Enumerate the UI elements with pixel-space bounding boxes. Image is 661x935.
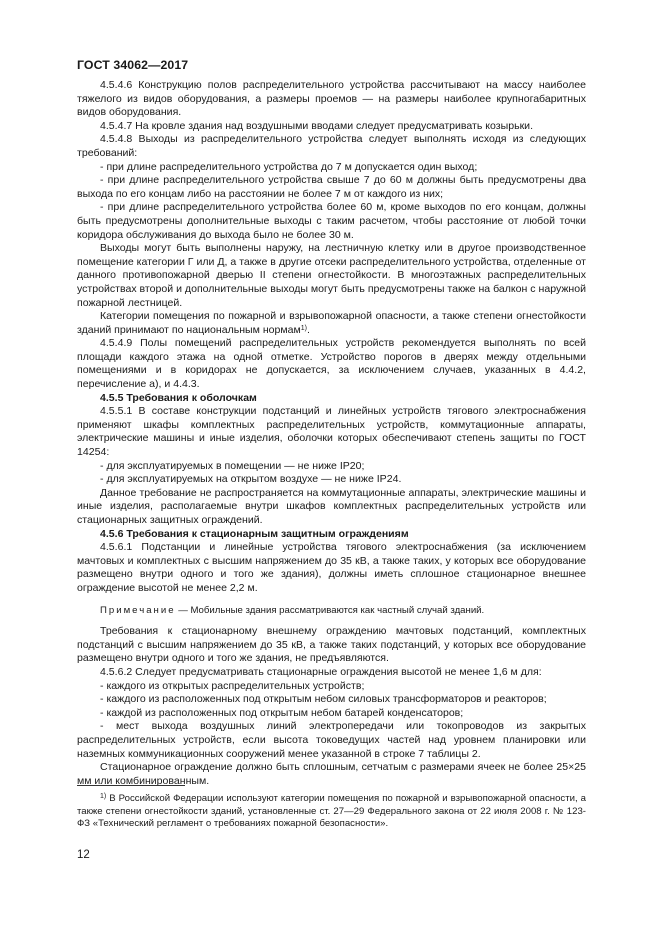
paragraph: 4.5.5.1 В составе конструкции подстанций и линейных устройств тягового электроснабжения применяют шкафы комплектных распределительных устройств, коммутационные аппараты, электрические машины и иные изделия, оболочки которых обеспечивают степень защиты по ГОСТ 14254: xyxy=(77,405,586,459)
list-item: - при длине распределительного устройства более 60 м, кроме выходов по его концам, должны быть предусмотрены дополнительные выходы с таким расчетом, чтобы расстояние от любой точки коридора обслуживания до выхода было не более 30 м. xyxy=(77,201,586,241)
paragraph: Стационарное ограждение должно быть сплошным, сетчатым с размерами ячеек не более 25×25 мм или комбинированным. xyxy=(77,761,586,787)
list-item: - для эксплуатируемых на открытом воздухе — не ниже IP24. xyxy=(100,473,402,486)
paragraph: Требования к стационарному внешнему ограждению мачтовых подстанций, комплектных подстанций с высшим напряжением до 35 кВ, а также таких подстанций, у которых все оборудование размещено внутри одного и того же здания, не предъявляются. xyxy=(77,625,586,665)
section-heading: 4.5.5 Требования к оболочкам xyxy=(100,391,257,404)
document-body xyxy=(77,79,586,788)
footnote-reference: 1) xyxy=(300,324,307,332)
list-item: - для эксплуатируемых в помещении — не ниже IP20; xyxy=(100,459,365,472)
paragraph: 4.5.4.7 На кровле здания над воздушными вводами следует предусматривать козырьки. xyxy=(100,119,534,132)
paragraph: Данное требование не распространяется на коммутационные аппараты, электрические машины и иные изделия, располагаемые внутри шкафов комплектных распределительных устройств или стационарных защитных ограждений. xyxy=(77,486,586,526)
list-item: - мест выхода воздушных линий электропередачи или токопроводов из закрытых распределительных устройств, если высота токоведущих частей над уровнем планировки или наземных коммуникационных сооружений менее указанной в строке 7 таблицы 2. xyxy=(77,720,586,760)
section-heading: 4.5.6 Требования к стационарным защитным ограждениям xyxy=(100,527,409,540)
paragraph: 4.5.4.8 Выходы из распределительного устройства следует выполнять исходя из следующих требований: xyxy=(77,133,586,159)
paragraph: 4.5.4.6 Конструкцию полов распределительного устройства рассчитывают на массу наиболее тяжелого из видов оборудования, а размеры проемов — на размеры наиболее крупногабаритных видов оборудования. xyxy=(77,79,586,119)
list-item: - при длине распределительного устройства до 7 м допускается один выход; xyxy=(100,160,478,173)
note-text: — Мобильные здания рассматриваются как частный случай зданий. xyxy=(175,604,485,616)
paragraph: 4.5.4.9 Полы помещений распределительных устройств рекомендуется выполнять по всей площади каждого этажа на одной отметке. Устройство порогов в дверях между отдельными помещениями и в коридорах не допускается, за исключением случаев, указанных в 4.4.2, перечисление а), и 4.4.3. xyxy=(77,337,586,391)
list-item: - каждого из расположенных под открытым небом силовых трансформаторов и реакторов; xyxy=(100,693,547,706)
note xyxy=(77,604,586,618)
paragraph-text: Категории помещения по пожарной и взрывопожарной опасности, а также степени огнестойкости зданий принимают по национальным нормам xyxy=(77,310,586,336)
paragraph: 4.5.6.2 Следует предусматривать стационарные ограждения высотой не менее 1,6 м для: xyxy=(100,665,542,678)
note-label: Примечание xyxy=(100,604,176,616)
document-header: ГОСТ 34062—2017 xyxy=(77,58,189,72)
list-item: - при длине распределительного устройства свыше 7 до 60 м должны быть предусмотрены два выхода по его концам либо на расстоянии не более 7 м от каждого из них; xyxy=(77,174,586,200)
footnote xyxy=(77,793,586,831)
list-item: - каждого из открытых распределительных устройств; xyxy=(100,679,365,692)
footnote-divider xyxy=(77,785,185,786)
footnote-text: В Российской Федерации используют категории помещения по пожарной и взрывопожарной опасности, а также степени огнестойкости зданий, установленные ст. 27—29 Федерального закона от 22 июля 2008 г. № 123-ФЗ «Технический регламент о требованиях пожарной безопасности». xyxy=(77,793,586,830)
paragraph: Выходы могут быть выполнены наружу, на лестничную клетку или в другое производственное помещение категории Г или Д, а также в другие отсеки распределительного устройства, отделенные от данного противопожарной дверью II степени огнестойкости. В многоэтажных распределительных устройствах второй и дополнительные выходы могут быть предусмотрены также на балкон с наружной пожарной лестницей. xyxy=(77,242,586,309)
paragraph-with-footnote: Категории помещения по пожарной и взрывопожарной опасности, а также степени огнестойкости зданий принимают по национальным нормам$^{1)}$. xyxy=(77,310,586,336)
page-number: 12 xyxy=(77,849,90,861)
footnote-marker: 1) xyxy=(100,793,107,800)
paragraph: 4.5.6.1 Подстанции и линейные устройства тягового электроснабжения (за исключением мачтовых и комплектных с высшим напряжением до 35 кВ, а также таких, у которых все оборудование размещено внутри одного и того же здания), должны иметь сплошное стационарное внешнее ограждение высотой не менее 2,2 м. xyxy=(77,541,586,594)
list-item: - каждой из расположенных под открытым небом батарей конденсаторов; xyxy=(100,706,464,719)
